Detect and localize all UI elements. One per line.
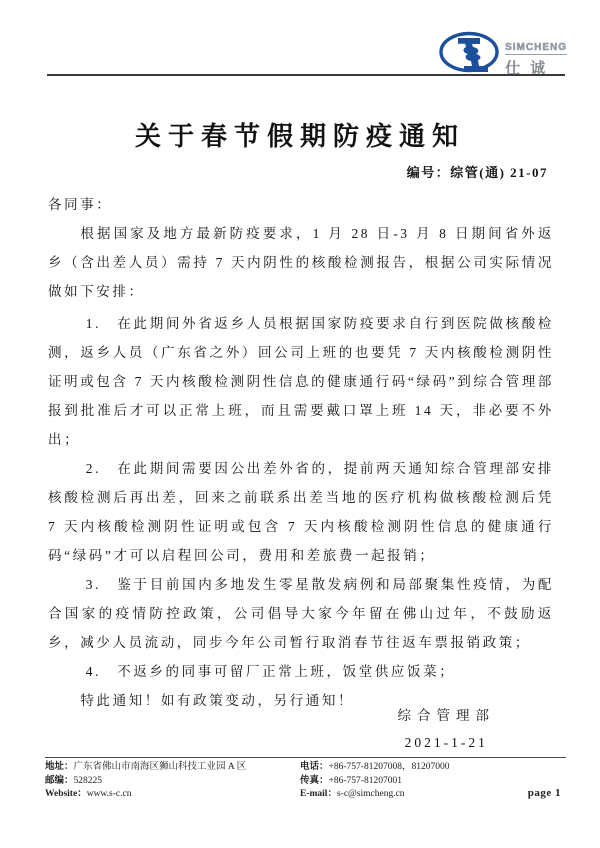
signature-block xyxy=(398,704,496,751)
company-logo xyxy=(438,30,567,78)
header-divider xyxy=(47,74,565,76)
body-paragraph-item-3: 3. 鉴于目前国内多地发生零星散发病例和局部聚集性疫情，为配合国家的疫情防控政策，公司倡导大家今年留在佛山过年，不鼓励返乡，减少人员流动，同步今年公司暂行取消春节往返车票报销政策； xyxy=(48,577,554,650)
document-title: 关于春节假期防疫通知 xyxy=(134,122,465,151)
zip-label: 邮编： xyxy=(45,775,74,786)
document-ref-number: 编号：综管(通) 21-07 xyxy=(406,165,548,180)
footer-fax xyxy=(300,775,566,789)
footer-zip xyxy=(45,775,300,789)
footer-email xyxy=(300,788,566,802)
company-logo-text xyxy=(505,30,567,78)
email-label: E-mail： xyxy=(300,789,337,799)
website-label: Website： xyxy=(45,789,87,799)
address-label: 地址： xyxy=(45,762,74,772)
website-value: www.s-c.cn xyxy=(86,789,132,799)
signature-department: 综合管理部 xyxy=(397,708,495,723)
phone-value: +86-757-81207008，81207000 xyxy=(328,762,450,772)
body-paragraph: 根据国家及地方最新防疫要求，1 月 28 日-3 月 8 日期间省外返乡（含出差人员）需持 7 天内阴性的核酸检测报告，根据公司实际情况做如下安排： xyxy=(48,226,554,299)
page-number: page 1 xyxy=(527,787,561,799)
email-value: s-c@simcheng.cn xyxy=(336,789,405,799)
footer-website xyxy=(45,788,300,802)
document-body xyxy=(48,190,554,715)
letterhead xyxy=(0,0,600,76)
salutation: 各同事： xyxy=(48,197,113,212)
address-value: 广东省佛山市南海区狮山科技工业园 A 区 xyxy=(73,762,247,772)
closing-line: 特此通知！如有政策变动，另行通知！ xyxy=(80,693,355,708)
footer-address xyxy=(45,761,300,775)
body-paragraph-item-1: 1. 在此期间外省返乡人员根据国家防疫要求自行到医院做核酸检测，返乡人员（广东省之外）回公司上班的也要凭 7 天内核酸检测阴性证明或包含 7 天内核酸检测阴性信息的健康通行码“绿码”到综合管理部报到批准后才可以正常上班，而且需要戴口罩上班 14 天，非必要不外出； xyxy=(48,316,554,447)
phone-label: 电话： xyxy=(300,762,329,772)
footer-right-column xyxy=(300,761,566,802)
company-name-en: SIMCHENG xyxy=(505,42,567,53)
company-logo-icon xyxy=(438,30,500,74)
zip-value: 528225 xyxy=(73,775,103,786)
fax-label: 传真： xyxy=(300,775,329,786)
body-paragraph-item-4: 4. 不返乡的同事可留厂正常上班，饭堂供应饭菜； xyxy=(85,664,456,679)
signature-date: 2021-1-21 xyxy=(404,735,488,750)
fax-value: +86-757-81207001 xyxy=(328,775,402,786)
footer-phone xyxy=(300,761,566,775)
footer-left-column xyxy=(45,761,300,802)
company-name-cn: 仕诚 xyxy=(505,61,556,77)
page-footer xyxy=(45,757,566,802)
body-paragraph-item-2: 2. 在此期间需要因公出差外省的，提前两天通知综合管理部安排核酸检测后再出差，回来之前联系出差当地的医疗机构做核酸检测后凭 7 天内核酸检测阴性证明或包含 7 天内核酸检测阴性信息的健康通行码“绿码”才可以启程回公司，费用和差旅费一起报销； xyxy=(48,461,554,563)
